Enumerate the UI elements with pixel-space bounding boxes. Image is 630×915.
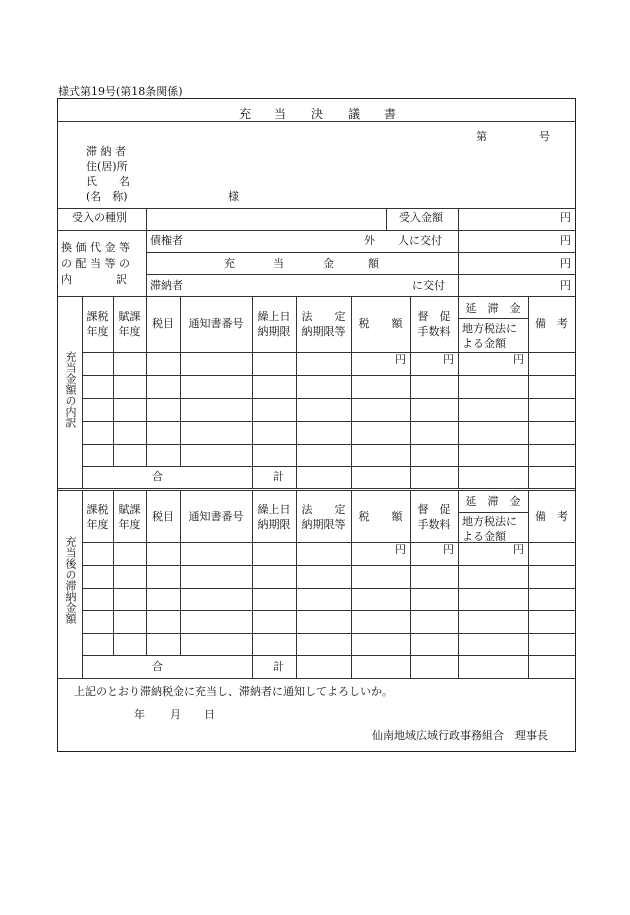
title-char: 議: [348, 107, 361, 121]
total-label: 計: [273, 470, 284, 483]
allocation-resolution-form: [57, 98, 576, 752]
title-char: 決: [311, 107, 324, 121]
col-notice-number: 通知書番号: [188, 510, 244, 523]
yen-unit: 円: [395, 543, 406, 556]
col-local-tax-amount: 地方税法に よる金額: [462, 322, 517, 350]
total-label: 合: [152, 660, 163, 673]
approval-statement: 上記のとおり滞納税金に充当し、滞納者に通知してよろしいか。: [74, 685, 393, 698]
conversion-label-line: の 配 当 等 の: [61, 257, 130, 270]
receipt-type-label: 受入の種別: [72, 211, 127, 224]
signer-label: 仙南地域広域行政事務組合 理事長: [372, 729, 548, 742]
section1-side-label: 充当金額の内訳: [64, 351, 77, 428]
col-deadline: 繰上日 納期限: [257, 503, 291, 531]
col-local-tax-amount: 地方税法に よる金額: [462, 515, 517, 543]
allocation-char: 額: [368, 257, 379, 270]
col-tax-year: 課税 年度: [86, 503, 109, 531]
yen-unit: 円: [560, 279, 571, 292]
yen-unit: 円: [395, 353, 406, 366]
date-year-label: 年: [134, 708, 145, 721]
form-number-label: 様式第19号(第18条関係): [58, 85, 183, 98]
title-char: 書: [384, 107, 397, 121]
total-label: 計: [273, 660, 284, 673]
col-reminder-fee: 督 促 手数料: [417, 310, 451, 338]
col-late-fee: 延 滞 金: [465, 495, 521, 508]
date-day-label: 日: [204, 708, 215, 721]
col-remarks: 備 考: [535, 317, 568, 330]
date-month-label: 月: [170, 708, 181, 721]
conversion-taxpayer-label: 滞納者: [150, 279, 183, 292]
yen-unit: 円: [513, 353, 524, 366]
conversion-label-line: 内 訳: [61, 273, 127, 286]
col-reminder-fee: 督 促 手数料: [417, 503, 451, 531]
col-remarks: 備 考: [535, 510, 568, 523]
col-levy-year: 賦課 年度: [118, 503, 141, 531]
col-levy-year: 賦課 年度: [118, 310, 141, 338]
col-tax-amount: 税 額: [358, 317, 403, 330]
number-prefix: 第: [476, 130, 487, 143]
name-label: 氏 名: [86, 175, 130, 188]
allocation-char: 当: [273, 257, 284, 270]
yen-unit: 円: [560, 211, 571, 224]
col-notice-number: 通知書番号: [188, 317, 244, 330]
yen-unit: 円: [443, 543, 454, 556]
col-tax-item: 税目: [152, 317, 174, 330]
col-tax-year: 課税 年度: [86, 310, 109, 338]
yen-unit: 円: [513, 543, 524, 556]
name-sub-label: (名 称): [86, 190, 128, 203]
number-suffix: 号: [539, 130, 550, 143]
honorific: 様: [228, 190, 239, 203]
allocation-char: 充: [224, 257, 235, 270]
col-deadline: 繰上日 納期限: [257, 310, 291, 338]
allocation-char: 金: [323, 257, 334, 270]
title-char: 当: [274, 107, 287, 121]
creditor-delivery-label: 人に交付: [398, 234, 442, 247]
col-legal-deadline: 法 定 納期限等: [301, 503, 346, 531]
yen-unit: 円: [443, 353, 454, 366]
conversion-label-line: 換 価 代 金 等: [61, 241, 130, 254]
col-tax-amount: 税 額: [358, 510, 403, 523]
yen-unit: 円: [560, 234, 571, 247]
total-label: 合: [152, 470, 163, 483]
creditor-label: 債権者: [150, 234, 183, 247]
col-legal-deadline: 法 定 納期限等: [301, 310, 346, 338]
creditor-count-prefix: 外: [364, 234, 375, 247]
receipt-amount-label: 受入金額: [399, 211, 443, 224]
taxpayer-label: 滞 納 者: [86, 145, 126, 158]
yen-unit: 円: [560, 257, 571, 270]
address-label: 住(居)所: [86, 160, 128, 173]
col-late-fee: 延 滞 金: [465, 302, 521, 315]
taxpayer-delivery-label: に交付: [412, 279, 445, 292]
col-tax-item: 税目: [152, 510, 174, 523]
title-char: 充: [239, 107, 252, 121]
section2-side-label: 充当後の滞納金額: [64, 536, 77, 624]
